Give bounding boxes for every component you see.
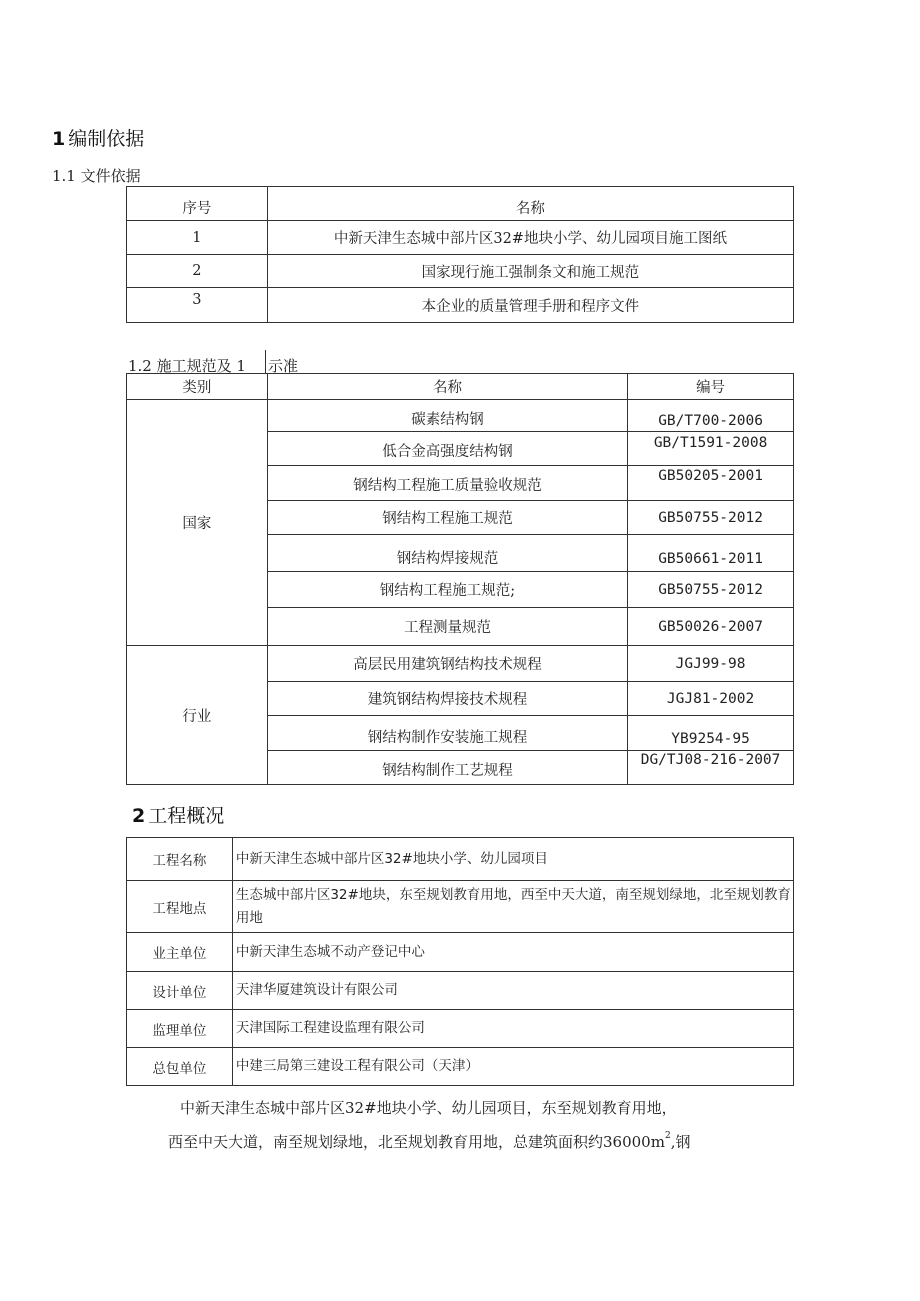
table-row: [127, 400, 794, 432]
table-row: [127, 255, 794, 288]
field-value: 天津国际工程建设监理有限公司: [232, 1010, 793, 1048]
table-row: [127, 838, 794, 881]
standard-code: GB/T1591-2008: [628, 432, 794, 466]
overview-paragraph-line-2: [168, 1131, 690, 1152]
document-basis-table: [126, 186, 794, 323]
standard-name: 高层民用建筑钢结构技术规程: [267, 646, 627, 682]
project-overview-table: [126, 837, 794, 1086]
table-row: [127, 881, 794, 933]
section-1-2-title-part1: 1.2 施工规范及 1: [128, 357, 246, 375]
paragraph-line-2-end: ,钢: [670, 1133, 691, 1151]
table-row: [127, 288, 794, 323]
header-category: 类别: [127, 374, 268, 400]
section-2-number: 2: [132, 805, 146, 827]
standard-name: 钢结构工程施工规范: [267, 501, 627, 535]
standard-code: GB50661-2011: [628, 535, 794, 572]
table-row: [127, 1010, 794, 1048]
table-row: [127, 1048, 794, 1086]
header-name: 名称: [267, 374, 627, 400]
standard-name: 建筑钢结构焊接技术规程: [267, 682, 627, 716]
paragraph-line-2-text: 西至中天大道，南至规划绿地，北至规划教育用地，总建筑面积约36000m: [168, 1133, 665, 1151]
table-row: [127, 646, 794, 682]
field-value: 中新天津生态城中部片区32#地块小学、幼儿园项目: [232, 838, 793, 881]
standard-code: GB50755-2012: [628, 572, 794, 608]
field-label: 业主单位: [127, 933, 233, 972]
field-value: 生态城中部片区32#地块，东至规划教育用地，西至中天大道，南至规划绿地，北至规划教育用地: [232, 881, 793, 933]
standard-code: JGJ81-2002: [628, 682, 794, 716]
section-1-heading: [52, 124, 144, 151]
standard-name: 工程测量规范: [267, 608, 627, 646]
header-name: 名称: [267, 187, 793, 221]
category-national: 国家: [127, 400, 268, 646]
field-label: 监理单位: [127, 1010, 233, 1048]
section-2-heading: [132, 801, 224, 828]
standard-name: 低合金高强度结构钢: [267, 432, 627, 466]
section-1-1-heading: 1.1 文件依据: [52, 167, 141, 185]
standard-code: DG/TJ08-216-2007: [628, 751, 794, 785]
table-row: [127, 933, 794, 972]
table-header-row: [127, 187, 794, 221]
standard-code: GB/T700-2006: [628, 400, 794, 432]
standard-code: JGJ99-98: [628, 646, 794, 682]
standard-name: 钢结构焊接规范: [267, 535, 627, 572]
standard-name: 碳素结构钢: [267, 400, 627, 432]
standard-code: YB9254-95: [628, 716, 794, 751]
standard-name: 钢结构工程施工规范;: [267, 572, 627, 608]
field-value: 中新天津生态城不动产登记中心: [232, 933, 793, 972]
standard-name: 钢结构工程施工质量验收规范: [267, 466, 627, 501]
field-value: 中建三局第三建设工程有限公司（天津）: [232, 1048, 793, 1086]
section-2-title: 工程概况: [148, 805, 225, 827]
standard-code: GB50205-2001: [628, 466, 794, 501]
standard-name: 钢结构制作工艺规程: [267, 751, 627, 785]
standard-code: GB50026-2007: [628, 608, 794, 646]
heading-divider: [265, 350, 266, 374]
category-industry: 行业: [127, 646, 268, 785]
area-unit-superscript: 2: [664, 1131, 671, 1141]
field-label: 工程地点: [127, 881, 233, 933]
table-header-row: [127, 374, 794, 400]
row-index: 3: [127, 288, 268, 323]
row-name: 中新天津生态城中部片区32#地块小学、幼儿园项目施工图纸: [267, 221, 793, 255]
header-code: 编号: [628, 374, 794, 400]
row-name: 本企业的质量管理手册和程序文件: [267, 288, 793, 323]
field-label: 设计单位: [127, 972, 233, 1010]
field-label: 工程名称: [127, 838, 233, 881]
table-row: [127, 972, 794, 1010]
field-value: 天津华厦建筑设计有限公司: [232, 972, 793, 1010]
standard-name: 钢结构制作安装施工规程: [267, 716, 627, 751]
row-name: 国家现行施工强制条文和施工规范: [267, 255, 793, 288]
section-1-title: 编制依据: [68, 128, 145, 150]
row-index: 1: [127, 221, 268, 255]
overview-paragraph-line-1: 中新天津生态城中部片区32#地块小学、幼儿园项目，东至规划教育用地，: [180, 1099, 677, 1117]
table-row: [127, 221, 794, 255]
header-index: 序号: [127, 187, 268, 221]
row-index: 2: [127, 255, 268, 288]
section-1-number: 1: [52, 128, 66, 150]
standard-code: GB50755-2012: [628, 501, 794, 535]
standards-table: [126, 373, 794, 785]
field-label: 总包单位: [127, 1048, 233, 1086]
section-1-2-title-part2: 示准: [268, 357, 299, 375]
